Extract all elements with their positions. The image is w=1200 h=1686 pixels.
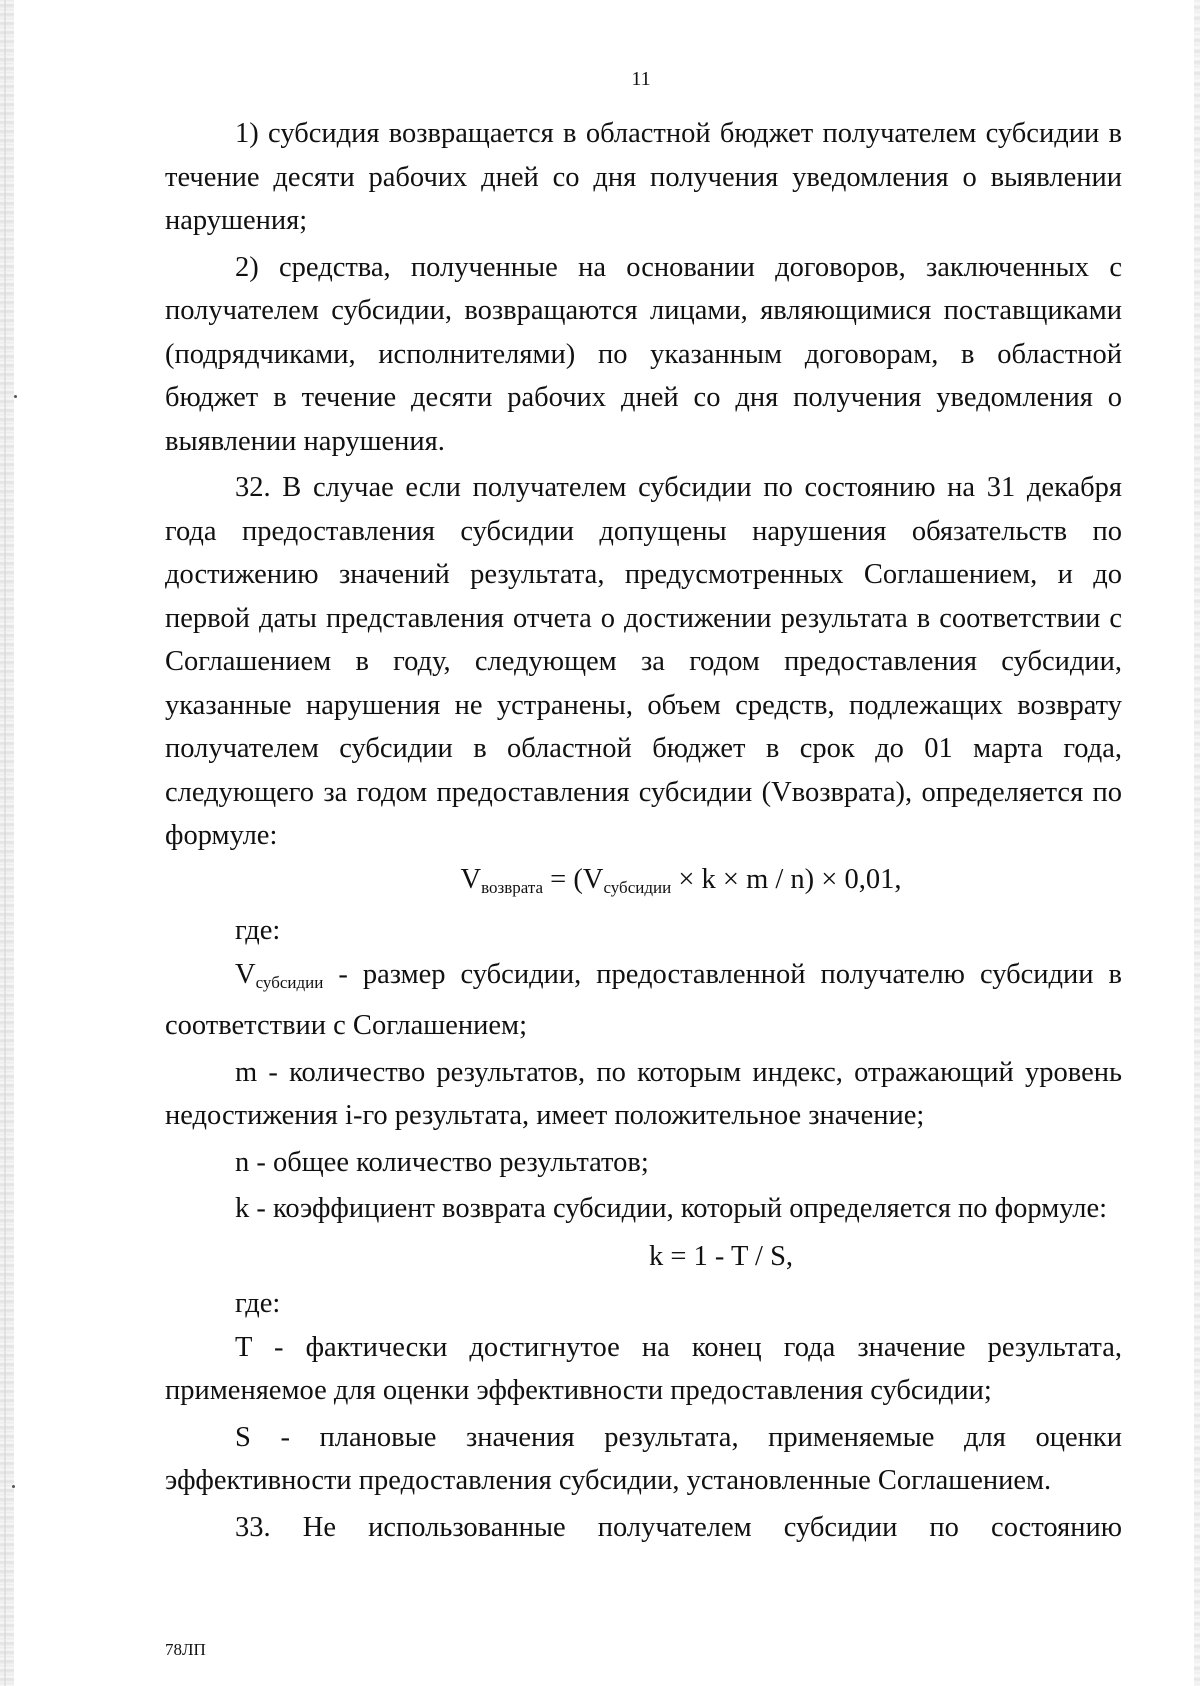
where-label: где: [235,915,281,946]
formula-middle: = (V [543,863,604,895]
definition-v-symbol: V [235,958,256,990]
paragraph-32: 32. В случае если получателем субсидии по состоянию на 31 декабря года предоставления субсидии допущены нарушения обязательств по достижению значений результата, предусмотренных Соглашением, и до первой даты представления отчета о достижении результата в соответствии с Соглашением в году, следующем за годом предоставления субсидии, указанные нарушения не устранены, объем средств, подлежащих возврату получателем субсидии в областной бюджет в срок до 01 марта года, следующего за годом предоставления субсидии (Vвозврата), определяется по формуле: [165,472,1122,851]
scan-edge-left [0,0,14,1686]
definition-v-subsidy [165,953,1122,1048]
scan-speck [14,395,17,398]
definition-v-text: - размер субсидии, предоставленной получателю субсидии в соответствии с Соглашением; [165,958,1122,1041]
definition-v-subscript: субсидии [255,972,324,992]
formula-lhs-subscript: возврата [481,877,544,897]
definition-m: m - количество результатов, по которым индекс, отражающий уровень недостижения i-го результата, имеет положительное значение; [165,1056,1122,1131]
definition-t: T - фактически достигнутое на конец года значение результата, применяемое для оценки эффективности предоставления субсидии; [165,1331,1122,1406]
scan-speck [12,1485,15,1488]
body-text [165,112,1122,1549]
paragraph-2: 2) средства, полученные на основании договоров, заключенных с получателем субсидии, возвращаются лицами, являющимися поставщиками (подрядчиками, исполнителями) по указанным договорам, в областной бюджет в течение десяти рабочих дней со дня получения уведомления о выявлении нарушения. [165,251,1122,457]
definition-s: S - плановые значения результата, применяемые для оценки эффективности предоставления субсидии, установленные Соглашением. [165,1421,1122,1496]
definition-n: n - общее количество результатов; [235,1146,649,1178]
paragraph-1: 1) субсидия возвращается в областной бюджет получателем субсидии в течение десяти рабочих дней со дня получения уведомления о выявлении нарушения; [165,118,1122,236]
formula-inner-subscript: субсидии [603,877,672,897]
formula-lhs-symbol: V [460,863,482,895]
scan-edge-right [1194,0,1200,1686]
paragraph-33: 33. Не использованные получателем субсидии по состоянию [235,1511,1122,1543]
document-code: 78ЛП [165,1640,206,1659]
page-number: 11 [631,68,651,90]
formula-return-volume [165,858,1122,910]
formula-rhs: × k × m / n) × 0,01, [671,863,902,895]
definition-k: k - коэффициент возврата субсидии, который определяется по формуле: [235,1193,1108,1224]
formula-coefficient-k: k = 1 - T / S, [648,1240,794,1272]
where-label-2: где: [235,1288,281,1319]
